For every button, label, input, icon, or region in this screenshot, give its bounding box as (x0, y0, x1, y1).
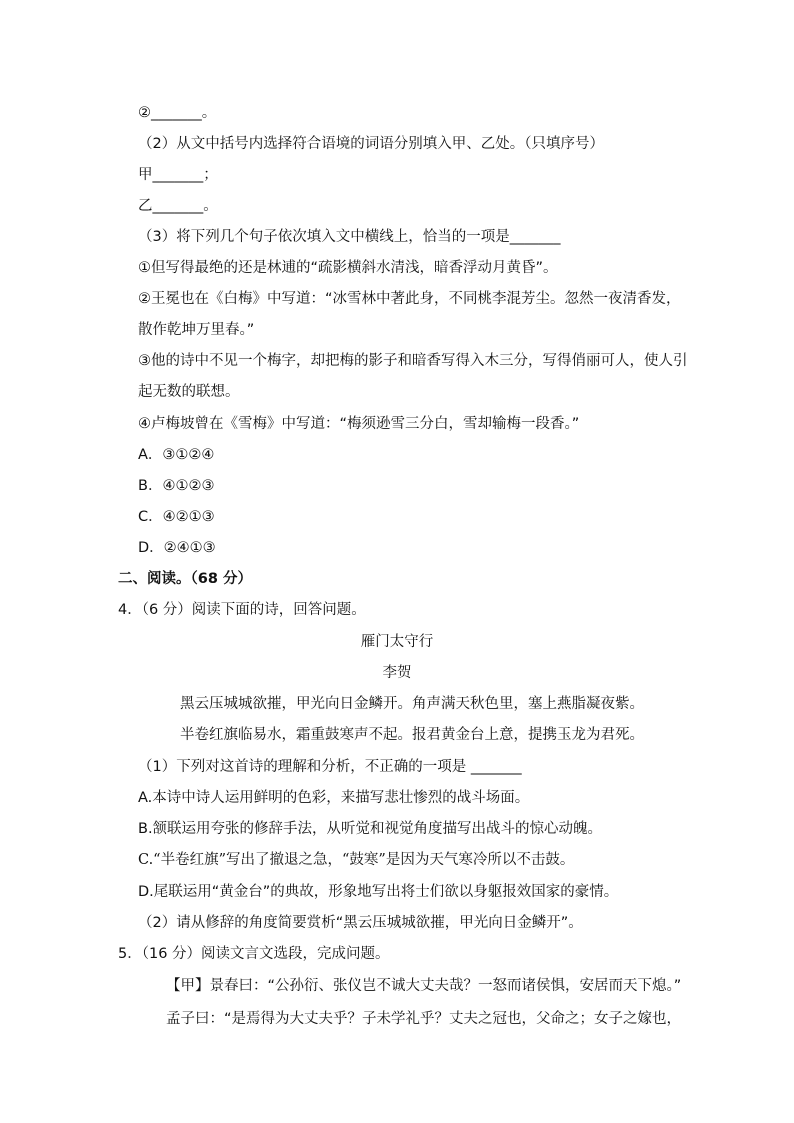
question-4-2: （2）请从修辞的角度简要赏析“黑云压城城欲摧，甲光向日金鳞开”。 (138, 915, 583, 931)
answer-jia: 甲_______； (138, 167, 218, 183)
sentence-3: ③他的诗中不见一个梅字，却把梅的影子和暗香写得入木三分，写得俏丽可人，使人引 (138, 353, 688, 369)
sentence-1: ①但写得最绝的还是林逋的“疏影横斜水清浅，暗香浮动月黄昏”。 (138, 260, 558, 276)
question-3-3: （3）将下列几个句子依次填入文中横线上，恰当的一项是_______ (138, 229, 561, 245)
question-4: 4．（6 分）阅读下面的诗，回答问题。 (118, 602, 366, 618)
option-b: B．④①②③ (138, 478, 215, 494)
poem-title: 雁门太守行 (360, 634, 434, 650)
q4-option-b: B.颔联运用夸张的修辞手法，从听觉和视觉角度描写出战斗的惊心动魄。 (138, 821, 603, 837)
poem-line-1: 黑云压城城欲摧，甲光向日金鳞开。角声满天秋色里，塞上燕脂凝夜紫。 (180, 696, 644, 712)
poem-line-2: 半卷红旗临易水，霜重鼓寒声不起。报君黄金台上意，提携玉龙为君死。 (180, 727, 644, 743)
question-4-1: （1）下列对这首诗的理解和分析，不正确的一项是 _______ (138, 759, 522, 775)
option-c: C．④②①③ (138, 509, 215, 525)
passage-jia-line-2: 孟子曰：“是焉得为大丈夫乎？子未学礼乎？丈夫之冠也，父命之；女子之嫁也， (166, 1011, 682, 1027)
sentence-2-cont: 散作乾坤万里春。” (138, 322, 255, 338)
option-a: A．③①②④ (138, 447, 215, 463)
answer-yi: 乙_______。 (138, 198, 218, 214)
sentence-3-cont: 起无数的联想。 (138, 384, 240, 400)
sentence-2: ②王冕也在《白梅》中写道：“冰雪林中著此身，不同桃李混芳尘。忽然一夜清香发， (138, 291, 681, 307)
question-5: 5．（16 分）阅读文言文选段，完成问题。 (118, 946, 390, 962)
q4-option-a: A.本诗中诗人运用鲜明的色彩，来描写悲壮惨烈的战斗场面。 (138, 790, 530, 806)
poem-author: 李贺 (382, 665, 412, 681)
answer-line-2: ②_______。 (138, 105, 217, 121)
sentence-4: ④卢梅坡曾在《雪梅》中写道：“梅须逊雪三分白，雪却输梅一段香。” (138, 416, 580, 432)
q4-option-c: C.“半卷红旗”写出了撤退之急，“鼓寒”是因为天气寒冷所以不击鼓。 (138, 852, 575, 868)
q4-option-d: D.尾联运用“黄金台”的典故，形象地写出将士们欲以身躯报效国家的豪情。 (138, 884, 619, 900)
passage-jia-line-1: 【甲】景春曰：“公孙衍、张仪岂不诚大丈夫哉？一怒而诸侯惧，安居而天下熄。” (166, 978, 682, 994)
option-d: D．②④①③ (138, 540, 216, 556)
question-3-2: （2）从文中括号内选择符合语境的词语分别填入甲、乙处。（只填序号） (138, 136, 604, 152)
section-heading-reading: 二、阅读。（68 分） (118, 571, 252, 587)
